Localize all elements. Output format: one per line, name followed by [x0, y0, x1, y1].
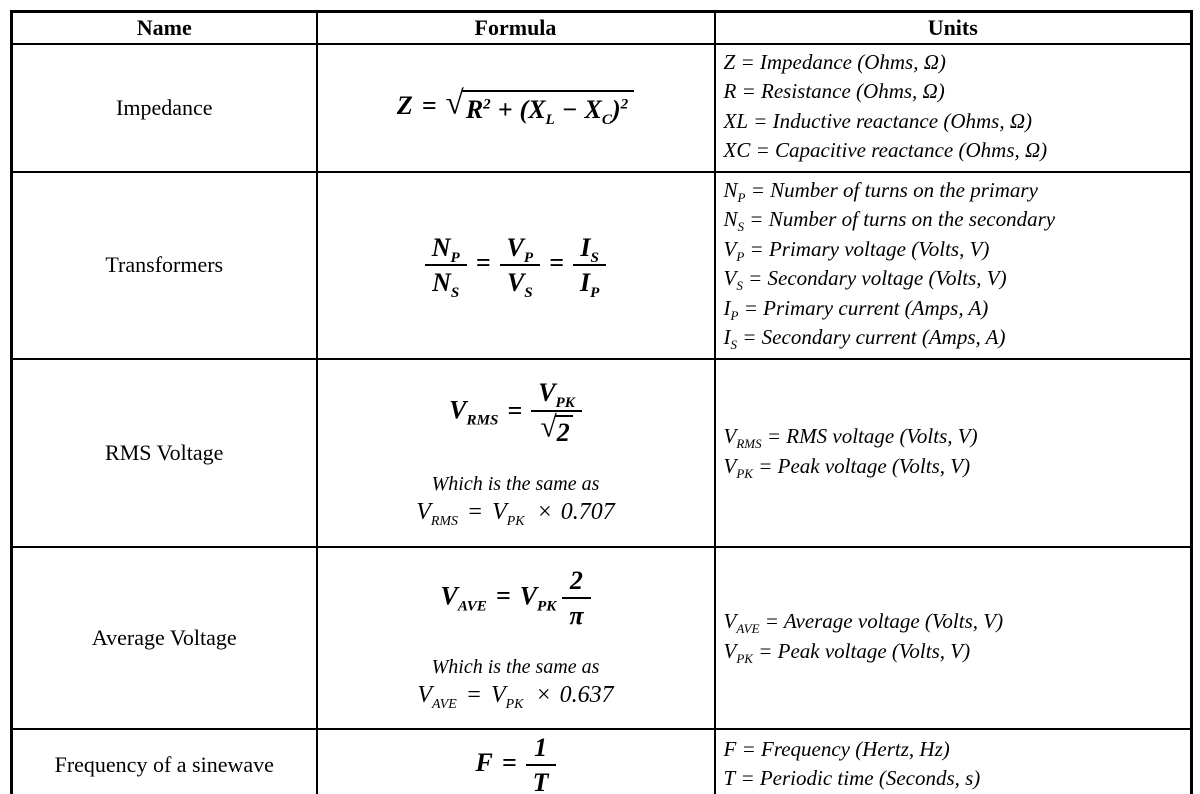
unit-description: = Peak voltage (Volts, V) — [752, 453, 971, 478]
unit-description: = Average voltage (Volts, V) — [759, 609, 1004, 634]
table-row-frequency — [12, 729, 1192, 794]
table-row-transformers — [12, 172, 1192, 359]
subscript: S — [524, 285, 533, 302]
subscript: P — [523, 250, 534, 267]
constant-value: 0.637 — [559, 682, 614, 709]
math-symbol: V — [449, 395, 467, 425]
math-symbol: N — [431, 233, 451, 263]
equals-sign: = — [501, 748, 517, 778]
unit-line — [724, 78, 1187, 107]
unit-description: = Peak voltage (Volts, V) — [752, 638, 971, 663]
math-symbol: V — [491, 682, 506, 709]
math-expression — [449, 379, 582, 446]
radicand — [462, 90, 634, 129]
math-symbol: I — [579, 268, 591, 298]
column-header-formula: Formula — [317, 12, 715, 45]
unit-line — [724, 177, 1187, 206]
unit-symbol: N — [723, 177, 738, 202]
unit-line — [724, 137, 1187, 166]
open-paren: ( — [519, 95, 529, 125]
unit-line — [724, 265, 1187, 294]
unit-subscript: PK — [736, 651, 753, 667]
fraction — [573, 233, 606, 302]
math-symbol: V — [519, 580, 538, 610]
unit-line — [724, 324, 1187, 353]
math-expression — [396, 85, 634, 129]
subscript: RMS — [466, 413, 499, 429]
numerator — [531, 379, 582, 411]
unit-description: = Resistance (Ohms, Ω) — [736, 79, 945, 104]
column-header-name: Name — [12, 12, 317, 45]
formula-reference-table — [10, 10, 1193, 794]
unit-symbol: R — [723, 79, 737, 104]
radicand: 2 — [555, 415, 573, 446]
impedance-units — [715, 44, 1192, 172]
unit-description: = Inductive reactance (Ohms, Ω) — [748, 108, 1032, 133]
subscript: PK — [506, 514, 525, 530]
unit-line — [724, 108, 1187, 137]
math-symbol: I — [580, 233, 591, 263]
fraction — [526, 734, 556, 794]
denominator: T — [532, 768, 549, 794]
denominator — [500, 266, 541, 302]
math-symbol: V — [538, 378, 556, 408]
math-expression — [475, 732, 555, 794]
fraction — [425, 233, 467, 302]
math-symbol: V — [416, 499, 431, 526]
unit-symbol: T — [723, 766, 736, 791]
unit-symbol: V — [723, 453, 737, 478]
math-symbol: N — [432, 268, 451, 298]
row-name-impedance: Impedance — [12, 44, 317, 172]
unit-symbol: I — [723, 295, 731, 320]
unit-line — [724, 638, 1187, 667]
unit-subscript: PK — [736, 466, 753, 482]
subscript: L — [545, 112, 555, 129]
subscript: RMS — [430, 514, 458, 530]
numerator — [500, 234, 541, 266]
unit-symbol: I — [723, 325, 731, 350]
unit-description: = Frequency (Hertz, Hz) — [736, 736, 950, 761]
subscript: P — [450, 250, 460, 267]
math-symbol: V — [506, 268, 525, 298]
unit-description: = Secondary current (Amps, A) — [737, 325, 1006, 350]
plus-sign: + — [497, 95, 513, 125]
unit-line — [724, 49, 1187, 78]
unit-symbol: XL — [723, 108, 749, 133]
denominator — [531, 412, 582, 447]
unit-subscript: P — [737, 190, 746, 206]
fraction — [562, 567, 590, 630]
subscript: AVE — [457, 598, 487, 614]
unit-symbol: Z — [723, 50, 736, 74]
unit-description: = Secondary voltage (Volts, V) — [742, 266, 1007, 291]
equals-sign: = — [466, 499, 484, 526]
unit-description: = Periodic time (Seconds, s) — [735, 766, 981, 791]
equals-sign: = — [549, 248, 564, 278]
equals-sign: = — [495, 580, 511, 610]
constant-value: 0.707 — [560, 499, 615, 526]
square-root — [540, 410, 572, 448]
numerator — [425, 234, 467, 266]
unit-line — [724, 453, 1187, 482]
math-symbol: V — [492, 499, 507, 526]
numerator: 1 — [526, 734, 556, 766]
math-symbol: R — [465, 95, 484, 125]
radical-icon: √ — [445, 85, 464, 123]
unit-line — [724, 236, 1187, 265]
unit-subscript: AVE — [736, 621, 760, 637]
unit-line — [724, 608, 1187, 637]
impedance-formula — [317, 44, 715, 172]
exponent: 2 — [483, 96, 491, 113]
unit-symbol: N — [723, 207, 738, 232]
exponent: 2 — [620, 96, 629, 113]
unit-subscript: P — [736, 249, 745, 265]
math-symbol: Z — [396, 90, 413, 120]
unit-line — [724, 765, 1187, 794]
math-symbol: X — [584, 95, 602, 125]
math-expression — [440, 567, 590, 630]
average-voltage-units — [715, 547, 1192, 729]
math-symbol: V — [440, 580, 458, 610]
numerator: 2 — [562, 567, 590, 599]
unit-symbol: V — [723, 609, 737, 634]
math-symbol: V — [506, 233, 524, 263]
math-expression-alt — [417, 682, 614, 712]
equals-sign: = — [475, 248, 491, 278]
rms-voltage-units — [715, 359, 1192, 547]
multiply-sign: × — [536, 499, 553, 526]
transformers-formula — [317, 172, 715, 359]
equals-sign: = — [421, 90, 437, 120]
unit-symbol: F — [723, 736, 737, 761]
unit-description: = Primary voltage (Volts, V) — [744, 236, 990, 261]
unit-description: = Capacitive reactance (Ohms, Ω) — [750, 138, 1048, 163]
table-header-row — [12, 12, 1192, 45]
subscript: PK — [505, 696, 524, 712]
unit-subscript: RMS — [736, 436, 762, 452]
denominator — [573, 266, 606, 302]
equals-sign: = — [465, 682, 482, 709]
unit-subscript: S — [737, 219, 745, 235]
unit-line — [724, 423, 1187, 452]
unit-subscript: S — [730, 337, 738, 353]
unit-symbol: V — [723, 638, 737, 663]
unit-subscript: S — [736, 278, 743, 294]
unit-description: = Primary current (Amps, A) — [738, 295, 989, 320]
table-row-impedance — [12, 44, 1192, 172]
subscript: AVE — [432, 696, 457, 712]
math-symbol: X — [528, 95, 546, 125]
transformers-units — [715, 172, 1192, 359]
denominator — [425, 266, 467, 302]
formula-stack — [322, 378, 710, 530]
math-symbol: V — [417, 682, 432, 709]
math-symbol: F — [475, 748, 493, 778]
row-name-rms-voltage: RMS Voltage — [12, 359, 317, 547]
table-row-rms-voltage — [12, 359, 1192, 547]
math-expression-alt — [416, 499, 615, 530]
radical-icon: √ — [540, 410, 557, 444]
subscript: P — [590, 285, 600, 302]
unit-symbol: V — [723, 236, 737, 261]
unit-description: = Number of turns on the primary — [745, 177, 1038, 202]
unit-description: = RMS voltage (Volts, V) — [761, 424, 978, 449]
unit-description: = Number of turns on the secondary — [744, 207, 1056, 232]
frequency-units — [715, 729, 1192, 794]
subscript: S — [450, 285, 460, 302]
row-name-frequency: Frequency of a sinewave — [12, 729, 317, 794]
subscript: S — [590, 250, 599, 267]
subscript: PK — [537, 598, 557, 614]
row-name-average-voltage: Average Voltage — [12, 547, 317, 729]
fraction — [500, 233, 541, 302]
minus-sign: − — [561, 95, 578, 125]
multiply-sign: × — [535, 682, 552, 709]
unit-line — [724, 295, 1187, 324]
equals-sign: = — [507, 395, 523, 425]
unit-description: = Impedance (Ohms, Ω) — [735, 50, 946, 74]
denominator: π — [569, 600, 584, 630]
unit-subscript: P — [730, 308, 739, 324]
rms-voltage-formula — [317, 359, 715, 547]
fraction — [531, 379, 582, 446]
close-paren: ) — [611, 95, 621, 125]
unit-line — [724, 736, 1187, 765]
equivalence-note: Which is the same as — [431, 656, 600, 679]
unit-symbol: V — [723, 266, 737, 291]
math-expression — [425, 233, 607, 302]
frequency-formula — [317, 729, 715, 794]
table-row-average-voltage — [12, 547, 1192, 729]
square-root — [445, 85, 635, 129]
subscript: PK — [555, 395, 575, 412]
formula-stack — [322, 567, 710, 710]
row-name-transformers: Transformers — [12, 172, 317, 359]
subscript: C — [601, 112, 612, 129]
unit-symbol: V — [723, 424, 737, 449]
equivalence-note: Which is the same as — [431, 473, 600, 496]
numerator — [573, 234, 606, 266]
average-voltage-formula — [317, 547, 715, 729]
column-header-units: Units — [715, 12, 1192, 45]
unit-line — [724, 206, 1187, 235]
unit-symbol: XC — [723, 138, 751, 163]
